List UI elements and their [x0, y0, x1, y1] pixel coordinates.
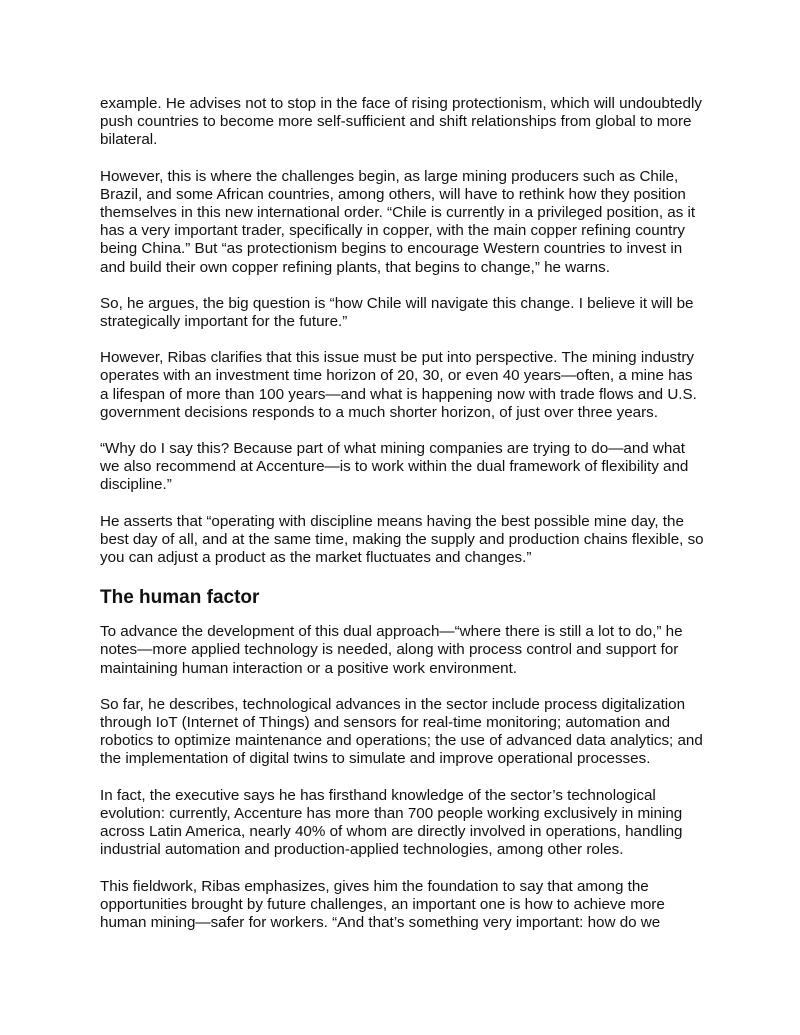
paragraph: This fieldwork, Ribas emphasizes, gives him the foundation to say that among the opportunities brought by future challenges, an important one is how to achieve more human mining—safer for workers. “And that’s something very important: how do we — [100, 877, 665, 931]
document-page — [100, 95, 705, 950]
paragraph: He asserts that “operating with discipline means having the best possible mine day, the best day of all, and at the same time, making the supply and production chains flexible, so you can adjust a product as the market fluctuates and changes.” — [100, 512, 704, 567]
paragraph: In fact, the executive says he has firsthand knowledge of the sector’s technological evolution: currently, Accenture has more than 700 people working exclusively in mining across Latin America, nearly 40% of whom are directly involved in operations, handling industrial automation and production-applied technologies, among other roles. — [100, 786, 683, 859]
paragraph: However, Ribas clarifies that this issue must be put into perspective. The mining industry operates with an investment time horizon of 20, 30, or even 40 years—often, a mine has a lifespan of more than 100 years—and what is happening now with trade flows and U.S. government decisions responds to a much shorter horizon, of just over three years. — [100, 349, 697, 421]
paragraph: However, this is where the challenges begin, as large mining producers such as Chile, Brazil, and some African countries, among others, will have to rethink how they position themselves in this new international order. “Chile is currently in a privileged position, as it has a very important trader, specifically in copper, with the main copper refining country being China.” But “as protectionism begins to encourage Western countries to invest in and build their own copper refining plants, that begins to change,” he warns. — [100, 167, 696, 276]
paragraph: “Why do I say this? Because part of what mining companies are trying to do—and what we also recommend at Accenture—is to work within the dual framework of flexibility and discipline.” — [100, 440, 689, 494]
paragraph: example. He advises not to stop in the face of rising protectionism, which will undoubtedly push countries to become more self-sufficient and shift relationships from global to more bilateral. — [100, 95, 702, 149]
paragraph: To advance the development of this dual approach—“where there is still a lot to do,” he notes—more applied technology is needed, along with process control and support for maintaining human interaction or a positive work environment. — [100, 623, 683, 677]
paragraph: So, he argues, the big question is “how Chile will navigate this change. I believe it will be strategically important for the future.” — [100, 294, 694, 331]
section-heading: The human factor — [100, 587, 260, 609]
paragraph: So far, he describes, technological advances in the sector include process digitalization through IoT (Internet of Things) and sensors for real-time monitoring; automation and robotics to optimize maintenance and operations; the use of advanced data analytics; and the implementation of digital twins to simulate and improve operational processes. — [100, 695, 703, 768]
